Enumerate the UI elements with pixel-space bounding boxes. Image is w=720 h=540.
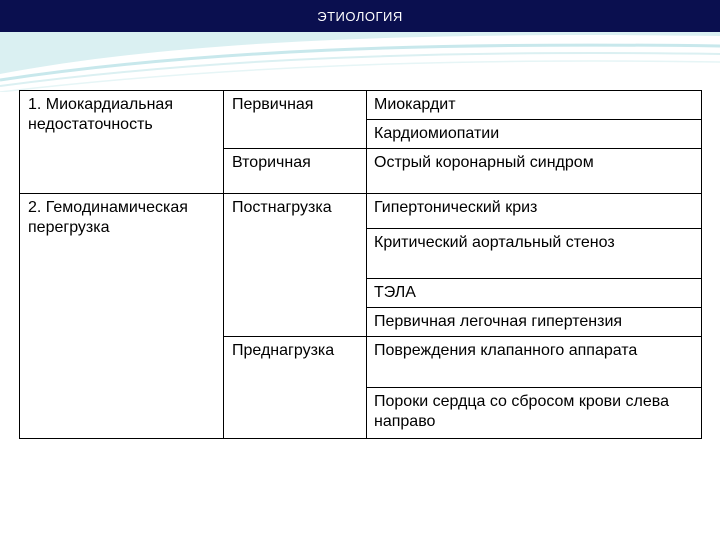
- cause-cell: Повреждения клапанного аппарата: [367, 337, 702, 388]
- group-cell: [20, 91, 224, 194]
- cause-cell: Гипертонический криз: [367, 194, 702, 229]
- decorative-swoosh: [0, 32, 720, 92]
- cause-cell: Кардиомиопатии: [367, 120, 702, 149]
- slide-title: ЭТИОЛОГИЯ: [317, 8, 403, 24]
- cause-cell: ТЭЛА: [367, 279, 702, 308]
- type-label: Вторичная: [232, 154, 311, 171]
- type-cell: [224, 337, 367, 439]
- type-cell: [224, 149, 367, 194]
- etiology-table: [19, 90, 702, 439]
- cause-cell: Острый коронарный синдром: [367, 149, 702, 194]
- group-name: 2. Гемодинамическая перегрузка: [28, 199, 188, 236]
- table-row: [20, 91, 702, 120]
- group-cell: [20, 194, 224, 439]
- table-row: [20, 194, 702, 229]
- cause-cell: Миокардит: [367, 91, 702, 120]
- group-name: 1. Миокардиальная недостаточность: [28, 96, 173, 133]
- cause-cell: Критический аортальный стеноз: [367, 229, 702, 279]
- type-cell: [224, 194, 367, 337]
- type-label: Преднагрузка: [232, 342, 335, 359]
- type-cell: [224, 91, 367, 149]
- cause-cell: Первичная легочная гипертензия: [367, 308, 702, 337]
- type-label: Постнагрузка: [232, 199, 332, 216]
- cause-cell: Пороки сердца со сбросом крови слева направо: [367, 388, 702, 439]
- title-bar: [0, 0, 720, 32]
- type-label: Первичная: [232, 96, 314, 113]
